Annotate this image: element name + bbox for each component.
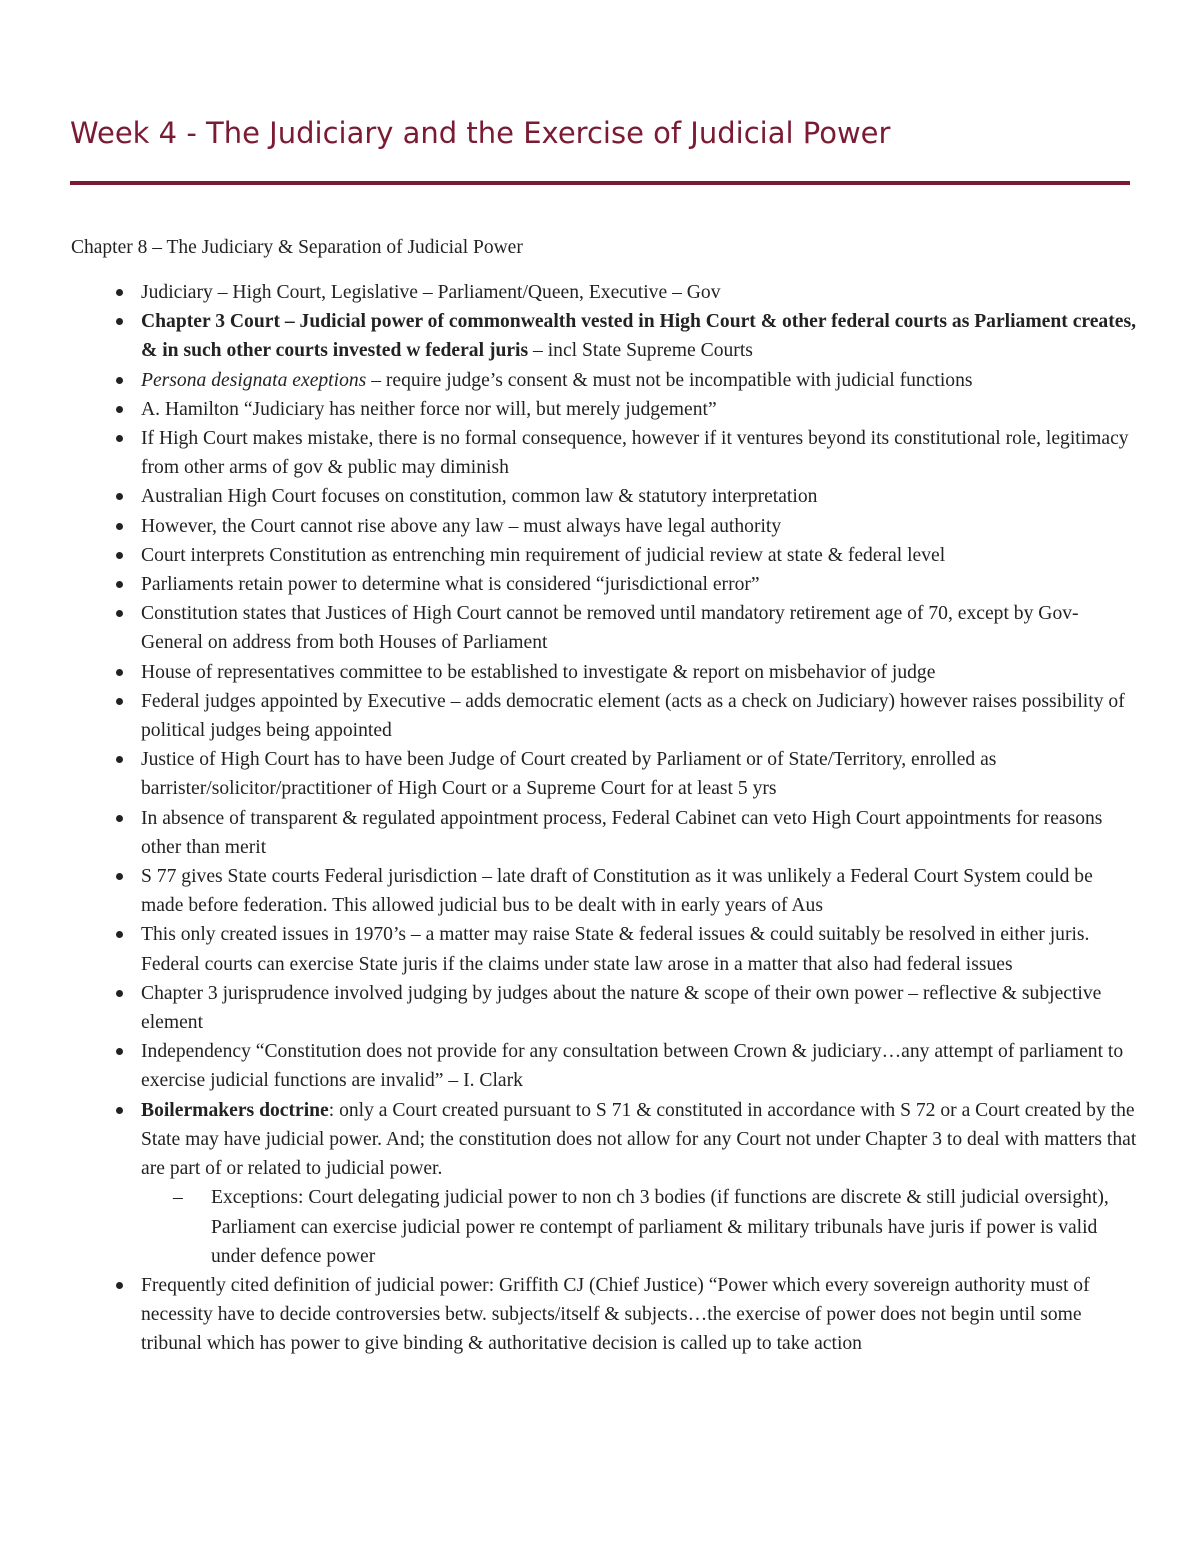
sub-list-item [141, 1183, 1140, 1271]
list-item [0, 658, 1140, 687]
list-item [0, 1037, 1140, 1095]
page-title: Week 4 - The Judiciary and the Exercise of Judicial Power [70, 116, 891, 150]
item-bold-text: Chapter 3 Court – Judicial power of commonwealth vested in High Court & other federal courts as Parliament creates, & in such other courts invested w federal juris [141, 311, 1136, 362]
item-italic-text: Persona designata exeptions [141, 369, 367, 391]
list-item [0, 482, 1140, 511]
list-item [0, 278, 1140, 307]
list-item [0, 570, 1140, 599]
list-item [0, 687, 1140, 745]
list-item [0, 804, 1140, 862]
list-item [0, 395, 1140, 424]
list-item [0, 979, 1140, 1037]
item-text: House of representatives committee to be established to investigate & report on misbehavior of judge [141, 661, 936, 683]
item-text: : only a Court created pursuant to S 71 & constituted in accordance with S 72 or a Court created by the State may have judicial power. And; the constitution does not allow for any Court not under Chapter 3 to deal with matters that are part of or related to judicial power. [141, 1099, 1137, 1180]
item-text: If High Court makes mistake, there is no formal consequence, however if it ventures beyond its constitutional role, legitimacy from other arms of gov & public may diminish [141, 428, 1129, 479]
list-item [0, 1096, 1140, 1271]
title-divider [70, 181, 1130, 185]
list-item [0, 307, 1140, 365]
item-bold-text: Boilermakers doctrine [141, 1099, 329, 1121]
item-text: Chapter 3 jurisprudence involved judging by judges about the nature & scope of their own power – reflective & subjective element [141, 982, 1102, 1034]
sub-list [141, 1183, 1140, 1271]
list-item [0, 1271, 1140, 1359]
item-text: This only created issues in 1970’s – a matter may raise State & federal issues & could suitably be resolved in either juris. Federal courts can exercise State juris if the claims under state law arose in a matter that also had federal issues [141, 924, 1090, 975]
list-item [0, 599, 1140, 657]
item-text: – incl State Supreme Courts [528, 340, 753, 362]
item-text: In absence of transparent & regulated appointment process, Federal Cabinet can veto High Court appointments for reasons other than merit [141, 807, 1103, 858]
list-item [0, 424, 1140, 482]
chapter-heading: Chapter 8 – The Judiciary & Separation of Judicial Power [71, 237, 523, 258]
list-item [0, 745, 1140, 803]
list-item [0, 541, 1140, 570]
item-text: A. Hamilton “Judiciary has neither force nor will, but merely judgement” [141, 398, 717, 420]
item-text: However, the Court cannot rise above any law – must always have legal authority [141, 515, 782, 537]
list-item [0, 862, 1140, 920]
notes-list [0, 278, 1140, 1359]
item-text: Judiciary – High Court, Legislative – Parliament/Queen, Executive – Gov [141, 282, 721, 303]
list-item [0, 512, 1140, 541]
list-item [0, 920, 1140, 978]
list-item [0, 366, 1140, 395]
item-text: Court interprets Constitution as entrenching min requirement of judicial review at state & federal level [141, 544, 946, 566]
item-text: Australian High Court focuses on constitution, common law & statutory interpretation [141, 486, 818, 508]
item-text: Exceptions: Court delegating judicial power to non ch 3 bodies (if functions are discrete & still judicial oversight), Parliament can exercise judicial power re contempt of parliament & military tribunals have juris if power is valid under defence power [211, 1187, 1109, 1267]
item-text: Constitution states that Justices of High Court cannot be removed until mandatory retirement age of 70, except by Gov-General on address from both Houses of Parliament [141, 603, 1079, 654]
item-text: Independency “Constitution does not provide for any consultation between Crown & judiciary…any attempt of parliament to exercise judicial functions are invalid” – I. Clark [141, 1041, 1124, 1092]
item-text: Parliaments retain power to determine what is considered “jurisdictional error” [141, 574, 760, 596]
item-text: Frequently cited definition of judicial power: Griffith CJ (Chief Justice) “Power which every sovereign authority must of necessity have to decide controversies betw. subjects/itself & subjects…the exercise of power does not begin until some tribunal which has power to give binding & authoritative decision is called up to take action [141, 1274, 1090, 1355]
item-text: Federal judges appointed by Executive – adds democratic element (acts as a check on Judiciary) however raises possibility of political judges being appointed [141, 690, 1125, 742]
item-text: S 77 gives State courts Federal jurisdiction – late draft of Constitution as it was unlikely a Federal Court System could be made before federation. This allowed judicial bus to be dealt with in early years of Aus [141, 866, 1093, 917]
item-text: Justice of High Court has to have been Judge of Court created by Parliament or of State/Territory, enrolled as barrister/solicitor/practitioner of High Court or a Supreme Court for at least 5 yrs [141, 749, 997, 800]
item-text: – require judge’s consent & must not be incompatible with judicial functions [366, 369, 973, 391]
